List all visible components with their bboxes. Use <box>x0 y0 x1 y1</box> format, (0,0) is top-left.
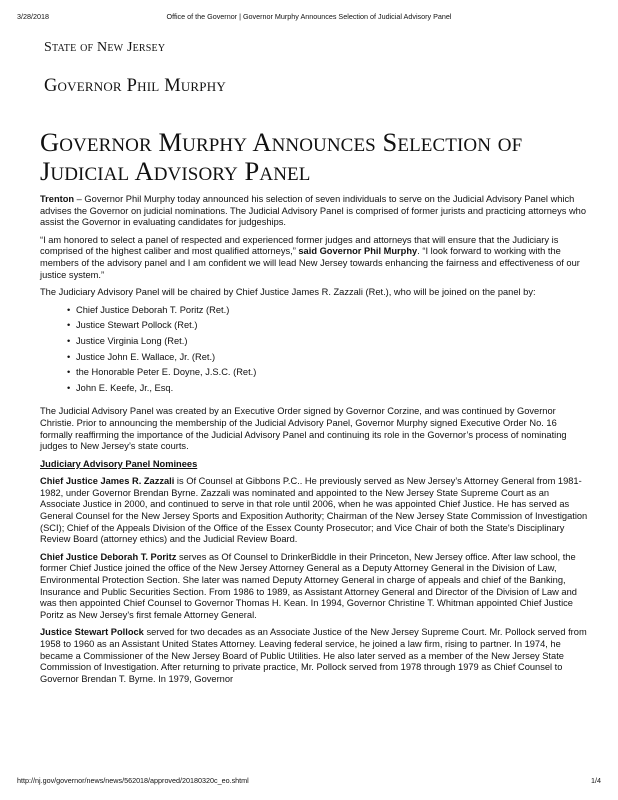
quote-part-1: “I am honored to select a panel of respected and experienced former judges and attorneys that will ensure that the Judiciary is comprised of the highest caliber and most qualified attorneys,” <box>40 234 559 257</box>
list-item: • John E. Keefe, Jr., Esq. <box>67 383 590 395</box>
intro-text: – Governor Phil Murphy today announced his selection of seven individuals to serve on the Judicial Advisory Panel which advises the Governor on judicial nominations. The Judicial Advisory Panel is comprised of former jurists and practicing attorneys who assist the Governor in evaluating candidates for judgeships. <box>40 194 587 228</box>
list-item: • Justice Stewart Pollock (Ret.) <box>67 320 590 332</box>
list-item: • Chief Justice Deborah T. Poritz (Ret.) <box>67 305 590 317</box>
article <box>40 128 590 691</box>
intro-paragraph <box>40 194 590 229</box>
bio-text: served for two decades as an Associate Justice of the New Jersey Supreme Court. Mr. Pollock served from 1958 to 1960 as an Assistant United States Attorney. Leaving federal service, he joined a law firm, rising to partner. In 1974, he became a Commissioner of the New Jersey Board of Public Utilities. He also later served as a member of the New Jersey State Commission of Investigation. After returning to private practice, Mr. Pollock served from 1978 through 1979 as Chief Counsel to Governor Brendan T. Byrne. In 1979, Governor <box>40 627 587 684</box>
chair-paragraph: The Judiciary Advisory Panel will be chaired by Chief Justice James R. Zazzali (Ret.), who will be joined on the panel by: <box>40 287 536 298</box>
list-item: • the Honorable Peter E. Doyne, J.S.C. (Ret.) <box>67 367 590 379</box>
page-number: 1/4 <box>591 776 601 785</box>
list-item: • Justice John E. Wallace, Jr. (Ret.) <box>67 352 590 364</box>
history-paragraph: The Judicial Advisory Panel was created by an Executive Order signed by Governor Corzine, and was continued by Governor Christie. Prior to announcing the membership of the Judicial Advisory Panel, Governor Murphy signed Executive Order No. 16 formally reaffirming the importance of the Judicial Advisory Panel and continuing its role in the Governor’s process of nominating judges to New Jersey’s state courts. <box>40 406 567 452</box>
bio-name: Justice Stewart Pollock <box>40 627 144 638</box>
quote-paragraph <box>40 235 590 281</box>
quote-part-2: . “I look forward to working with the members of the advisory panel and I am confident we will lead New Jersey towards enhancing the fairness and effectiveness of our justice system.” <box>40 246 580 280</box>
bio-zazzali <box>40 476 590 546</box>
bio-text: is Of Counsel at Gibbons P.C.. He previously served as New Jersey’s Attorney General from 1981-1982, under Governor Brendan Byrne. Zazzali was nominated and appointed to the New Jersey State Supreme Court as an Associate Justice in 2000, and continued to serve in that role until 2006, when he was appointed Chief Justice. He has served as General Counsel for the New Jersey Sports and Exposition Authority; Chairman of the New Jersey State Commission of Investigation (SCI); Chief of the Appeals Division of the Office of the Essex County Prosecutor; and Vice Chair of both the State's Disciplinary Review Board (attorney ethics) and the Judicial Review Board. <box>40 476 588 545</box>
bio-name: Chief Justice James R. Zazzali <box>40 476 175 487</box>
print-date: 3/28/2018 <box>17 12 49 21</box>
bio-text: serves as Of Counsel to DrinkerBiddle in their Princeton, New Jersey office. After law school, the former Chief Justice joined the office of the New Jersey Attorney General as a Deputy Attorney General in the Division of Law, Environmental Protection Section. She later was named Deputy Attorney General in charge of appeals and chief of the Banking, Insurance and Public Securities Section. From 1986 to 1989, as Assistant Attorney General and Director of the Division of Law and was then appointed Chief Counsel to Governor Thomas H. Kean. In 1994, Governor Christine T. Whitman appointed Chief Justice Poritz as New Jersey's first female Attorney General. <box>40 551 577 620</box>
bio-name: Chief Justice Deborah T. Poritz <box>40 551 177 562</box>
print-footer <box>17 776 601 788</box>
article-headline: Governor Murphy Announces Selection of Judicial Advisory Panel <box>40 127 523 186</box>
quote-attribution: said Governor Phil Murphy <box>298 246 418 257</box>
nominees-heading: Judiciary Advisory Panel Nominees <box>40 458 198 469</box>
state-name[interactable]: State of New Jersey <box>44 40 166 55</box>
panel-member-list <box>40 305 590 395</box>
governor-name[interactable]: Governor Phil Murphy <box>44 76 226 96</box>
print-page-title: Office of the Governor | Governor Murphy Announces Selection of Judicial Advisory Panel <box>166 12 452 21</box>
bio-poritz <box>40 552 590 622</box>
print-url: http://nj.gov/governor/news/news/562018/approved/20180320c_eo.shtml <box>17 776 249 785</box>
dateline: Trenton <box>40 194 75 204</box>
bio-pollock <box>40 627 590 685</box>
list-item: • Justice Virginia Long (Ret.) <box>67 336 590 348</box>
print-header <box>17 12 601 24</box>
